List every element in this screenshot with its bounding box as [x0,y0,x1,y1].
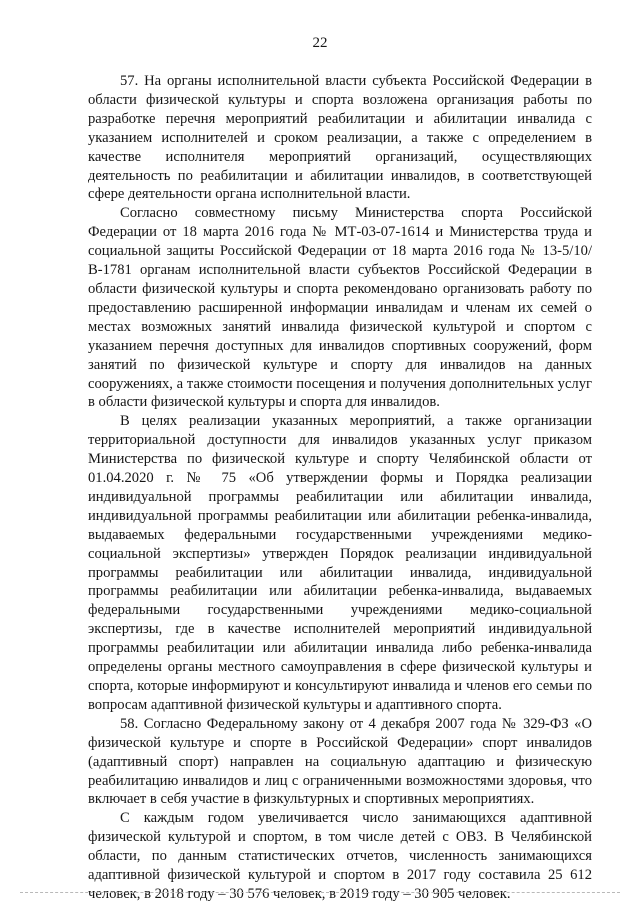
paragraph-joint-letter: Согласно совместному письму Министерства спорта Российской Федерации от 18 марта 2016 года № МТ-03-07-1614 и Министерства труда и социальной защиты Российской Федерации от 18 марта 2016 года № 13-5/10/В-1781 органам исполнительной власти субъектов Российской Федерации в области физической культуры и спорта рекомендовано организовать работу по предоставлению расширенной информации инвалидам и членам их семей о местах возможных занятий инвалида физической культурой и спортом с указанием перечня доступных для инвалидов спортивных сооружений, форм занятий по физической культуре и спорту для инвалидов на данных сооружениях, а также стоимости посещения и получения дополнительных услуг в области физической культуры и спорта для инвалидов. [88,205,592,411]
paragraph-58: 58. Согласно Федеральному закону от 4 декабря 2007 года № 329-ФЗ «О физической культуре и спорте в Российской Федерации» спорт инвалидов (адаптивный спорт) направлен на социальную адаптацию и физическую реабилитацию инвалидов и лиц с ограниченными возможностями здоровья, что включает в себя участие в физкультурных и спортивных мероприятиях. [88,715,592,808]
paragraph-statistics: С каждым годом увеличивается число занимающихся адаптивной физической культурой и спортом, в том числе детей с ОВЗ. В Челябинской области, по данным статистических отчетов, численность занимающихся адаптивной физической культурой и спортом в 2017 году составила 25 612 человек, в 2018 году – 30 576 человек, в 2019 году – 30 905 человек. [88,810,592,902]
page-number: 22 [312,35,328,51]
document-body [88,72,592,904]
paragraph-order-75: В целях реализации указанных мероприятий, а также организации территориальной доступности для инвалидов указанных услуг приказом Министерства по физической культуре и спорту Челябинской области от 01.04.2020 г. № 75 «Об утверждении формы и Порядка реализации индивидуальной программы реабилитации или абилитации инвалида, индивидуальной программы реабилитации или абилитации ребенка-инвалида, выдаваемых федеральными государственными учреждениями медико-социальной экспертизы» утвержден Порядок реализации индивидуальной программы реабилитации или абилитации инвалида, индивидуальной программы реабилитации или абилитации ребенка-инвалида, выдаваемых федеральными государственными учреждениями медико-социальной экспертизы, где в качестве исполнителей мероприятий индивидуальной программы реабилитации или абилитации инвалида либо ребенка-инвалида определены органы местного самоуправления в сфере физической культуры и спорта, которые информируют и консультируют инвалида и членов его семьи по вопросам адаптивной физической культуры и адаптивного спорта. [88,413,592,713]
page-bottom-edge [20,892,620,893]
paragraph-57: 57. На органы исполнительной власти субъекта Российской Федерации в области физической культуры и спорта возложена организация работы по разработке перечня мероприятий реабилитации и абилитации инвалида с указанием исполнителей и сроком реализации, а также с определением в качестве исполнителя мероприятий организаций, осуществляющих деятельность по реабилитации и абилитации инвалидов, в соответствующей сфере деятельности органа исполнительной власти. [88,73,592,203]
